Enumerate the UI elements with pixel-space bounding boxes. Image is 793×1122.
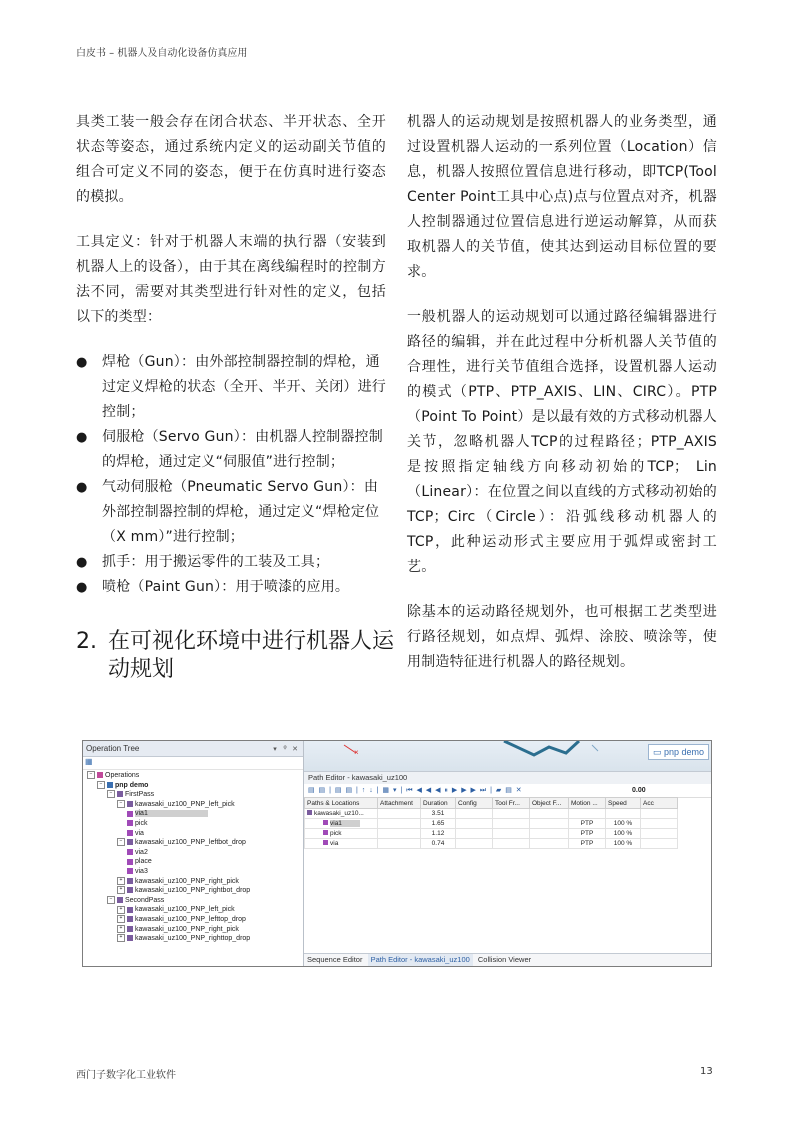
location-icon xyxy=(323,840,328,845)
collapse-icon[interactable]: − xyxy=(97,781,105,789)
software-screenshot xyxy=(82,740,712,967)
tree-item-label: FirstPass xyxy=(125,791,155,799)
collapse-icon[interactable]: − xyxy=(117,838,125,846)
dropdown-icon[interactable]: ▾ xyxy=(273,745,277,753)
bullet-icon: ● xyxy=(76,355,88,370)
table-row[interactable] xyxy=(305,829,678,839)
tool-type-list xyxy=(76,350,386,600)
right-column xyxy=(407,110,717,695)
table-cell[interactable] xyxy=(493,839,530,849)
table-cell[interactable]: 0.74 xyxy=(421,839,456,849)
table-cell[interactable] xyxy=(569,809,606,819)
path-icon xyxy=(127,801,133,807)
path-icon xyxy=(127,839,133,845)
table-cell[interactable]: 1.12 xyxy=(421,829,456,839)
table-cell[interactable] xyxy=(530,819,569,829)
path-editor-toolbar xyxy=(304,784,711,798)
expand-icon[interactable]: + xyxy=(117,886,125,894)
location-icon xyxy=(127,859,133,865)
table-cell[interactable] xyxy=(378,839,421,849)
column-header[interactable]: Object F... xyxy=(530,798,569,809)
tree-item-label: kawasaki_uz100_PNP_righttop_drop xyxy=(135,935,251,943)
footer-company: 西门子数字化工业软件 xyxy=(76,1070,176,1081)
table-cell[interactable] xyxy=(378,809,421,819)
robot-program-icon xyxy=(107,782,113,788)
column-header[interactable]: Acc xyxy=(641,798,678,809)
tree-item-label: kawasaki_uz100_PNP_left_pick xyxy=(135,800,235,808)
tree-item[interactable] xyxy=(117,877,239,886)
tree-item[interactable] xyxy=(127,809,208,818)
table-cell[interactable]: PTP xyxy=(569,839,606,849)
list-item: ● 焊枪（Gun）：由外部控制器控制的焊枪，通过定义焊枪的状态（全开、半开、关闭）进行控制； xyxy=(76,350,386,425)
tree-item-label: kawasaki_uz100_PNP_left_pick xyxy=(135,906,235,914)
tree-item-label: kawasaki_uz100_PNP_right_pick xyxy=(135,877,239,885)
bullet-icon: ● xyxy=(76,555,88,570)
tree-item-label: via3 xyxy=(135,868,148,875)
table-cell[interactable] xyxy=(493,819,530,829)
path-icon xyxy=(127,916,133,922)
robot-model-icon xyxy=(504,741,579,755)
scene-name-badge: ▭ pnp demo xyxy=(648,744,709,760)
via-icon xyxy=(127,830,133,836)
table-cell[interactable]: PTP xyxy=(569,819,606,829)
operation-tree-title: Operation Tree xyxy=(86,744,140,753)
location-icon xyxy=(323,820,328,825)
toolbar-icons[interactable]: ▤ ▤ | ▤ ▤ | ↑ ↓ | ▦ ▾ | ⏮ ◀ ◀ ◀ ⏸ ▶ ▶ ▶ ⏭ | ▰ ▤ ✕ xyxy=(308,787,523,794)
tree-item-label: kawasaki_uz100_PNP_right_pick xyxy=(135,925,239,933)
tree-item[interactable] xyxy=(117,886,250,895)
tree-item-label: via2 xyxy=(135,848,148,856)
tree-item[interactable] xyxy=(127,867,148,876)
paragraph: 具类工装一般会存在闭合状态、半开状态、全开状态等姿态，通过系统内定义的运动副关节值的组合可定义不同的姿态，便于在仿真时进行姿态的模拟。 xyxy=(76,114,386,205)
table-cell[interactable] xyxy=(530,839,569,849)
operation-tree-title-bar xyxy=(83,741,303,757)
tree-item[interactable] xyxy=(97,781,148,790)
section-title: 在可视化环境中进行机器人运动规划 xyxy=(108,629,395,682)
section-number: 2. xyxy=(76,629,97,654)
via-icon xyxy=(127,868,133,874)
pin-icon[interactable]: ᵠ xyxy=(283,745,287,752)
expand-icon[interactable]: + xyxy=(117,915,125,923)
close-icon[interactable]: ✕ xyxy=(292,745,298,753)
table-cell[interactable] xyxy=(378,829,421,839)
column-header[interactable]: Duration xyxy=(421,798,456,809)
sim-time-value: 0.00 xyxy=(632,787,646,794)
tree-item[interactable] xyxy=(117,838,246,847)
tree-item[interactable] xyxy=(127,857,152,866)
column-header[interactable]: Motion ... xyxy=(569,798,606,809)
table-cell[interactable] xyxy=(456,809,493,819)
tree-item-label: place xyxy=(135,858,152,866)
axis-line xyxy=(592,745,598,751)
tree-item[interactable] xyxy=(107,790,154,799)
table-cell[interactable] xyxy=(530,809,569,819)
table-cell[interactable]: 100 % xyxy=(606,839,641,849)
tree-item[interactable] xyxy=(127,819,147,828)
axis-marker-icon: × xyxy=(354,748,359,757)
tree-item-label: SecondPass xyxy=(125,896,165,904)
tree-item[interactable] xyxy=(117,800,235,809)
paragraph: 机器人的运动规划是按照机器人的业务类型，通过设置机器人运动的一系列位置（Location）信息，机器人按照位置信息进行移动，即TCP(Tool Center Point工具中心点)点与位置点对齐，机器人控制器通过位置信息进行逆运动解算，从而获取机器人的关节值，使其达到运动目标位置的要求。 xyxy=(407,114,717,280)
pass-icon xyxy=(117,791,123,797)
path-icon xyxy=(307,810,312,815)
column-header[interactable]: Attachment xyxy=(378,798,421,809)
via-icon xyxy=(127,849,133,855)
operations-icon xyxy=(97,772,103,778)
graphic-viewer[interactable] xyxy=(304,741,711,772)
tree-item[interactable] xyxy=(127,848,148,857)
table-cell[interactable]: PTP xyxy=(569,829,606,839)
tree-filter-icon[interactable]: ▦ xyxy=(85,757,93,766)
list-item: ● 抓手：用于搬运零件的工装及工具； xyxy=(76,550,386,575)
table-cell[interactable] xyxy=(641,819,678,829)
table-cell[interactable] xyxy=(493,809,530,819)
table-header-row xyxy=(305,798,678,809)
table-cell[interactable] xyxy=(305,839,378,849)
table-cell[interactable] xyxy=(378,819,421,829)
table-cell[interactable]: 100 % xyxy=(606,829,641,839)
list-item: ● 喷枪（Paint Gun）：用于喷漆的应用。 xyxy=(76,575,386,600)
paragraph: 一般机器人的运动规划可以通过路径编辑器进行路径的编辑，并在此过程中分析机器人关节值的合理性，进行关节值组合选择，设置机器人运动的模式（PTP、PTP_AXIS、LIN、CIRC）。PTP（Point To Point）是以最有效的方式移动机器人关节，忽略机器人TCP的过程路径；PTP_AXIS 是按照指定轴线方向移动初始的TCP； Lin（Linear）：在位置之间以直线的方式移动初始的TCP；Circ（Circle）：沿弧线移动机器人的TCP，此种运动形式主要应用于弧焊或密封工艺。 xyxy=(407,309,717,575)
expand-icon[interactable]: + xyxy=(117,906,125,914)
table-cell[interactable] xyxy=(493,829,530,839)
operation-tree-toolbar xyxy=(83,757,303,770)
collapse-icon[interactable]: − xyxy=(107,896,115,904)
tree-item[interactable] xyxy=(87,771,139,780)
bullet-icon: ● xyxy=(76,430,88,445)
collapse-icon[interactable]: − xyxy=(107,790,115,798)
column-header[interactable]: Paths & Locations xyxy=(305,798,378,809)
tree-item-label: via xyxy=(135,829,144,837)
table-cell[interactable]: 1.65 xyxy=(421,819,456,829)
bottom-tab-bar xyxy=(304,953,711,966)
bullet-icon: ● xyxy=(76,580,88,595)
operation-tree-panel xyxy=(83,741,304,966)
tree-item-label: pnp demo xyxy=(115,781,149,789)
table-cell[interactable] xyxy=(606,809,641,819)
tree-item-label: kawasaki_uz100_PNP_lefttop_drop xyxy=(135,916,246,923)
collapse-icon[interactable]: − xyxy=(117,800,125,808)
tree-item-label: Operations xyxy=(105,772,140,779)
table-cell[interactable]: 3.51 xyxy=(421,809,456,819)
path-icon xyxy=(127,878,133,884)
path-icon xyxy=(127,887,133,893)
left-column xyxy=(76,110,386,600)
expand-icon[interactable]: + xyxy=(117,925,125,933)
table-cell[interactable] xyxy=(305,819,378,829)
column-header[interactable]: Config xyxy=(456,798,493,809)
tree-item-label: via1 xyxy=(135,810,208,817)
path-icon xyxy=(127,907,133,913)
table-cell[interactable] xyxy=(305,829,378,839)
list-item: ● 气动伺服枪（Pneumatic Servo Gun）：由外部控制器控制的焊枪，通过定义“焊枪定位（X mm）”进行控制； xyxy=(76,475,386,550)
location-icon xyxy=(323,830,328,835)
list-item: ● 伺服枪（Servo Gun）：由机器人控制器控制的焊枪，通过定义“伺服值”进行控制； xyxy=(76,425,386,475)
via-icon xyxy=(127,811,133,817)
expand-icon[interactable]: + xyxy=(117,934,125,942)
page-header: 白皮书 – 机器人及自动化设备仿真应用 xyxy=(76,48,248,59)
table-row[interactable] xyxy=(305,839,678,849)
location-name: kawasaki_uz10... xyxy=(314,810,364,817)
tab-path-editor[interactable]: Path Editor - kawasaki_uz100 xyxy=(368,954,473,966)
table-row[interactable] xyxy=(305,809,678,819)
location-icon xyxy=(127,820,133,826)
column-header[interactable]: Tool Fr... xyxy=(493,798,530,809)
tree-item-label: kawasaki_uz100_PNP_rightbot_drop xyxy=(135,887,251,895)
bullet-icon: ● xyxy=(76,480,88,495)
paragraph: 工具定义：针对于机器人末端的执行器（安装到机器人上的设备），由于其在离线编程时的控制方法不同，需要对其类型进行针对性的定义，包括以下的类型： xyxy=(76,234,386,325)
column-header[interactable]: Speed xyxy=(606,798,641,809)
path-editor-rows xyxy=(305,809,678,849)
path-icon xyxy=(127,935,133,941)
expand-icon[interactable]: + xyxy=(117,877,125,885)
location-name: pick xyxy=(330,830,342,837)
tree-item[interactable] xyxy=(107,896,164,905)
collapse-icon[interactable]: − xyxy=(87,771,95,779)
tree-item-label: kawasaki_uz100_PNP_leftbot_drop xyxy=(135,839,246,847)
page-number: 13 xyxy=(700,1066,713,1077)
table-cell[interactable] xyxy=(641,829,678,839)
table-cell[interactable] xyxy=(641,809,678,819)
tree-item-label: pick xyxy=(135,820,148,827)
table-cell[interactable] xyxy=(456,829,493,839)
tree-item[interactable] xyxy=(117,915,246,924)
tree-item[interactable] xyxy=(117,905,235,914)
location-name: via1 xyxy=(330,820,360,827)
path-icon xyxy=(127,926,133,932)
table-cell[interactable] xyxy=(305,809,378,819)
path-editor-grid xyxy=(304,797,678,849)
tree-item[interactable] xyxy=(117,925,239,934)
tree-item[interactable] xyxy=(127,829,144,838)
pass-icon xyxy=(117,897,123,903)
tree-item[interactable] xyxy=(117,934,250,943)
table-cell[interactable] xyxy=(641,839,678,849)
path-editor-title: Path Editor - kawasaki_uz100 xyxy=(304,772,711,784)
table-row[interactable] xyxy=(305,819,678,829)
table-cell[interactable] xyxy=(456,819,493,829)
location-name: via xyxy=(330,840,339,847)
table-cell[interactable] xyxy=(456,839,493,849)
section-heading xyxy=(76,628,396,684)
table-cell[interactable]: 100 % xyxy=(606,819,641,829)
paragraph: 除基本的运动路径规划外，也可根据工艺类型进行路径规划，如点焊、弧焊、涂胶、喷涂等，使用制造特征进行机器人的路径规划。 xyxy=(407,604,717,670)
tab-sequence-editor[interactable]: Sequence Editor xyxy=(307,955,363,964)
tab-collision-viewer[interactable]: Collision Viewer xyxy=(477,955,532,964)
table-cell[interactable] xyxy=(530,829,569,839)
